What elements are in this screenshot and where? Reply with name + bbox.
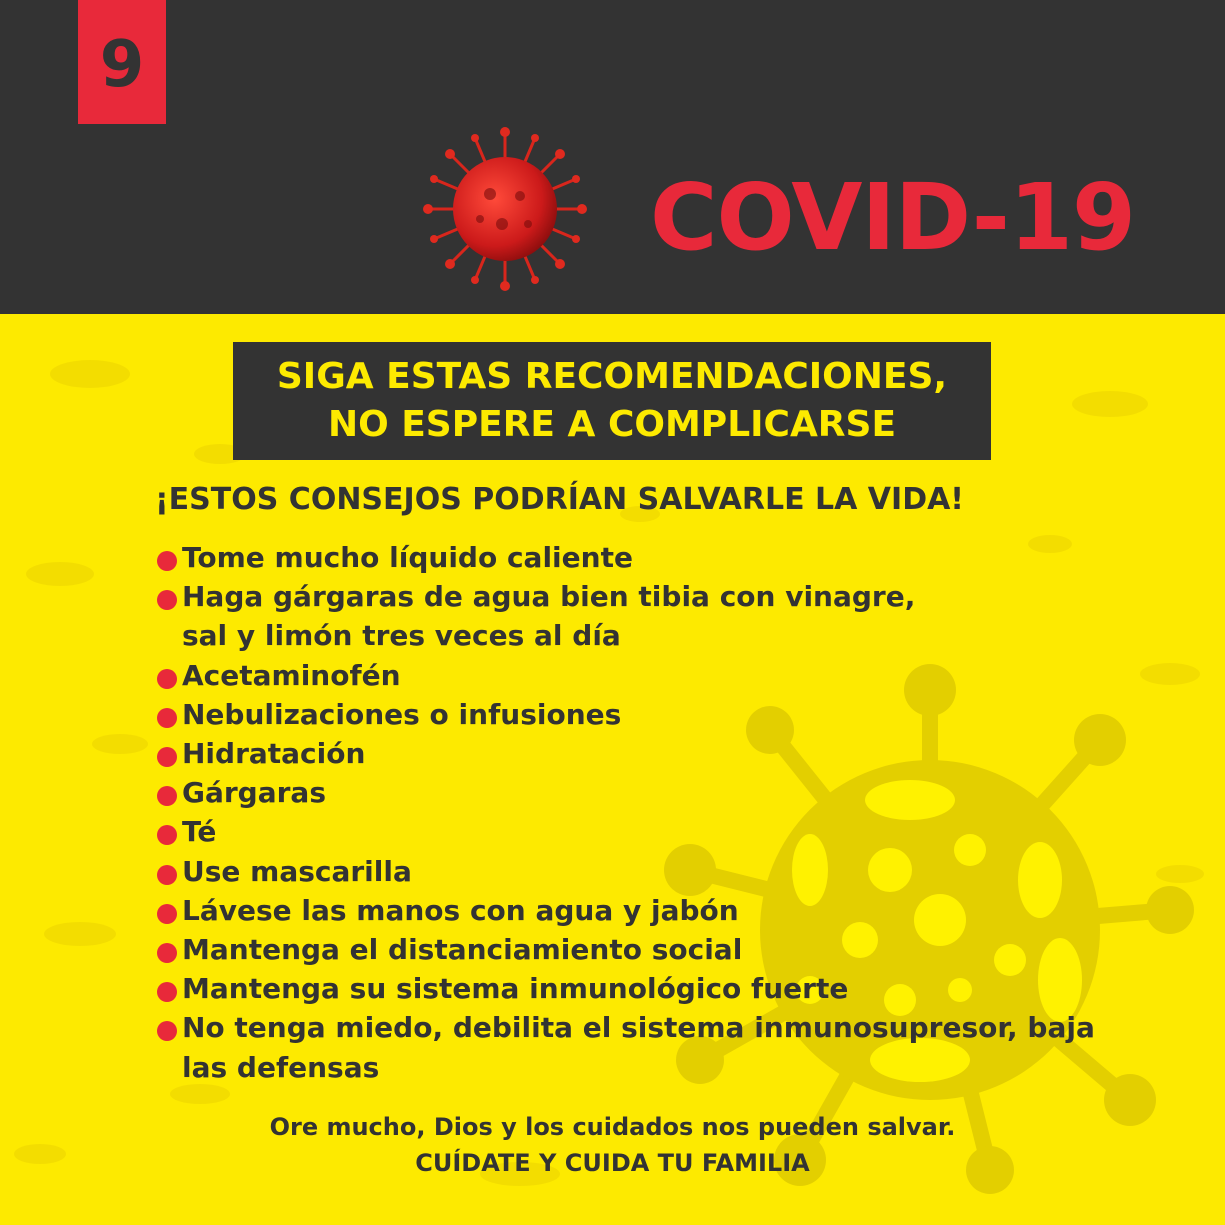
tip-text: Acetaminofén [182,658,401,692]
headline-banner [233,342,991,460]
bullet-dot-icon [157,747,177,767]
list-item [155,852,1095,891]
bullet-dot-icon [157,1021,177,1041]
footer-message: Ore mucho, Dios y los cuidados nos pueden salvar. [269,1113,956,1141]
footer-slogan: CUÍDATE Y CUIDA TU FAMILIA [415,1149,810,1177]
bullet-dot-icon [157,825,177,845]
subheading: ¡ESTOS CONSEJOS PODRÍAN SALVARLE LA VIDA! [155,482,964,517]
bullet-dot-icon [157,551,177,571]
page-number-badge: 9 [78,0,166,124]
tip-text: Gárgaras [182,776,326,810]
list-item [155,891,1095,930]
tip-text: Tome mucho líquido caliente [182,541,633,574]
tips-list [155,538,1095,1087]
bullet-dot-icon [157,904,177,924]
tip-text: Mantenga su sistema inmunológico fuerte [182,972,849,1006]
tip-text: Té [182,815,217,849]
list-item [155,538,1095,577]
list-item [155,577,1095,655]
tip-text: Mantenga el distanciamiento social [182,933,743,967]
bullet-dot-icon [157,865,177,885]
tip-text: Use mascarilla [182,854,412,888]
coronavirus-icon [420,124,590,294]
headline-line-2: NO ESPERE A COMPLICARSE [327,404,897,445]
list-item [155,695,1095,734]
bullet-dot-icon [157,708,177,728]
list-item [155,812,1095,851]
list-item [155,734,1095,773]
bullet-dot-icon [157,982,177,1002]
tip-text: Hidratación [182,737,366,771]
list-item [155,656,1095,695]
bullet-dot-icon [157,786,177,806]
tip-text: Nebulizaciones o infusiones [182,697,622,731]
tip-text: No tenga miedo, debilita el sistema inmunosupresor, baja las defensas [182,1011,1095,1084]
bullet-dot-icon [157,590,177,610]
tip-text: Haga gárgaras de agua bien tibia con vinagre, sal y limón tres veces al día [182,580,916,653]
bullet-dot-icon [157,943,177,963]
bullet-dot-icon [157,669,177,689]
headline-line-1: SIGA ESTAS RECOMENDACIONES, [276,356,948,397]
list-item [155,1008,1095,1086]
tip-text: Lávese las manos con agua y jabón [182,893,739,927]
page-title: COVID-19 [650,164,1135,271]
list-item [155,773,1095,812]
list-item [155,969,1095,1008]
list-item [155,930,1095,969]
